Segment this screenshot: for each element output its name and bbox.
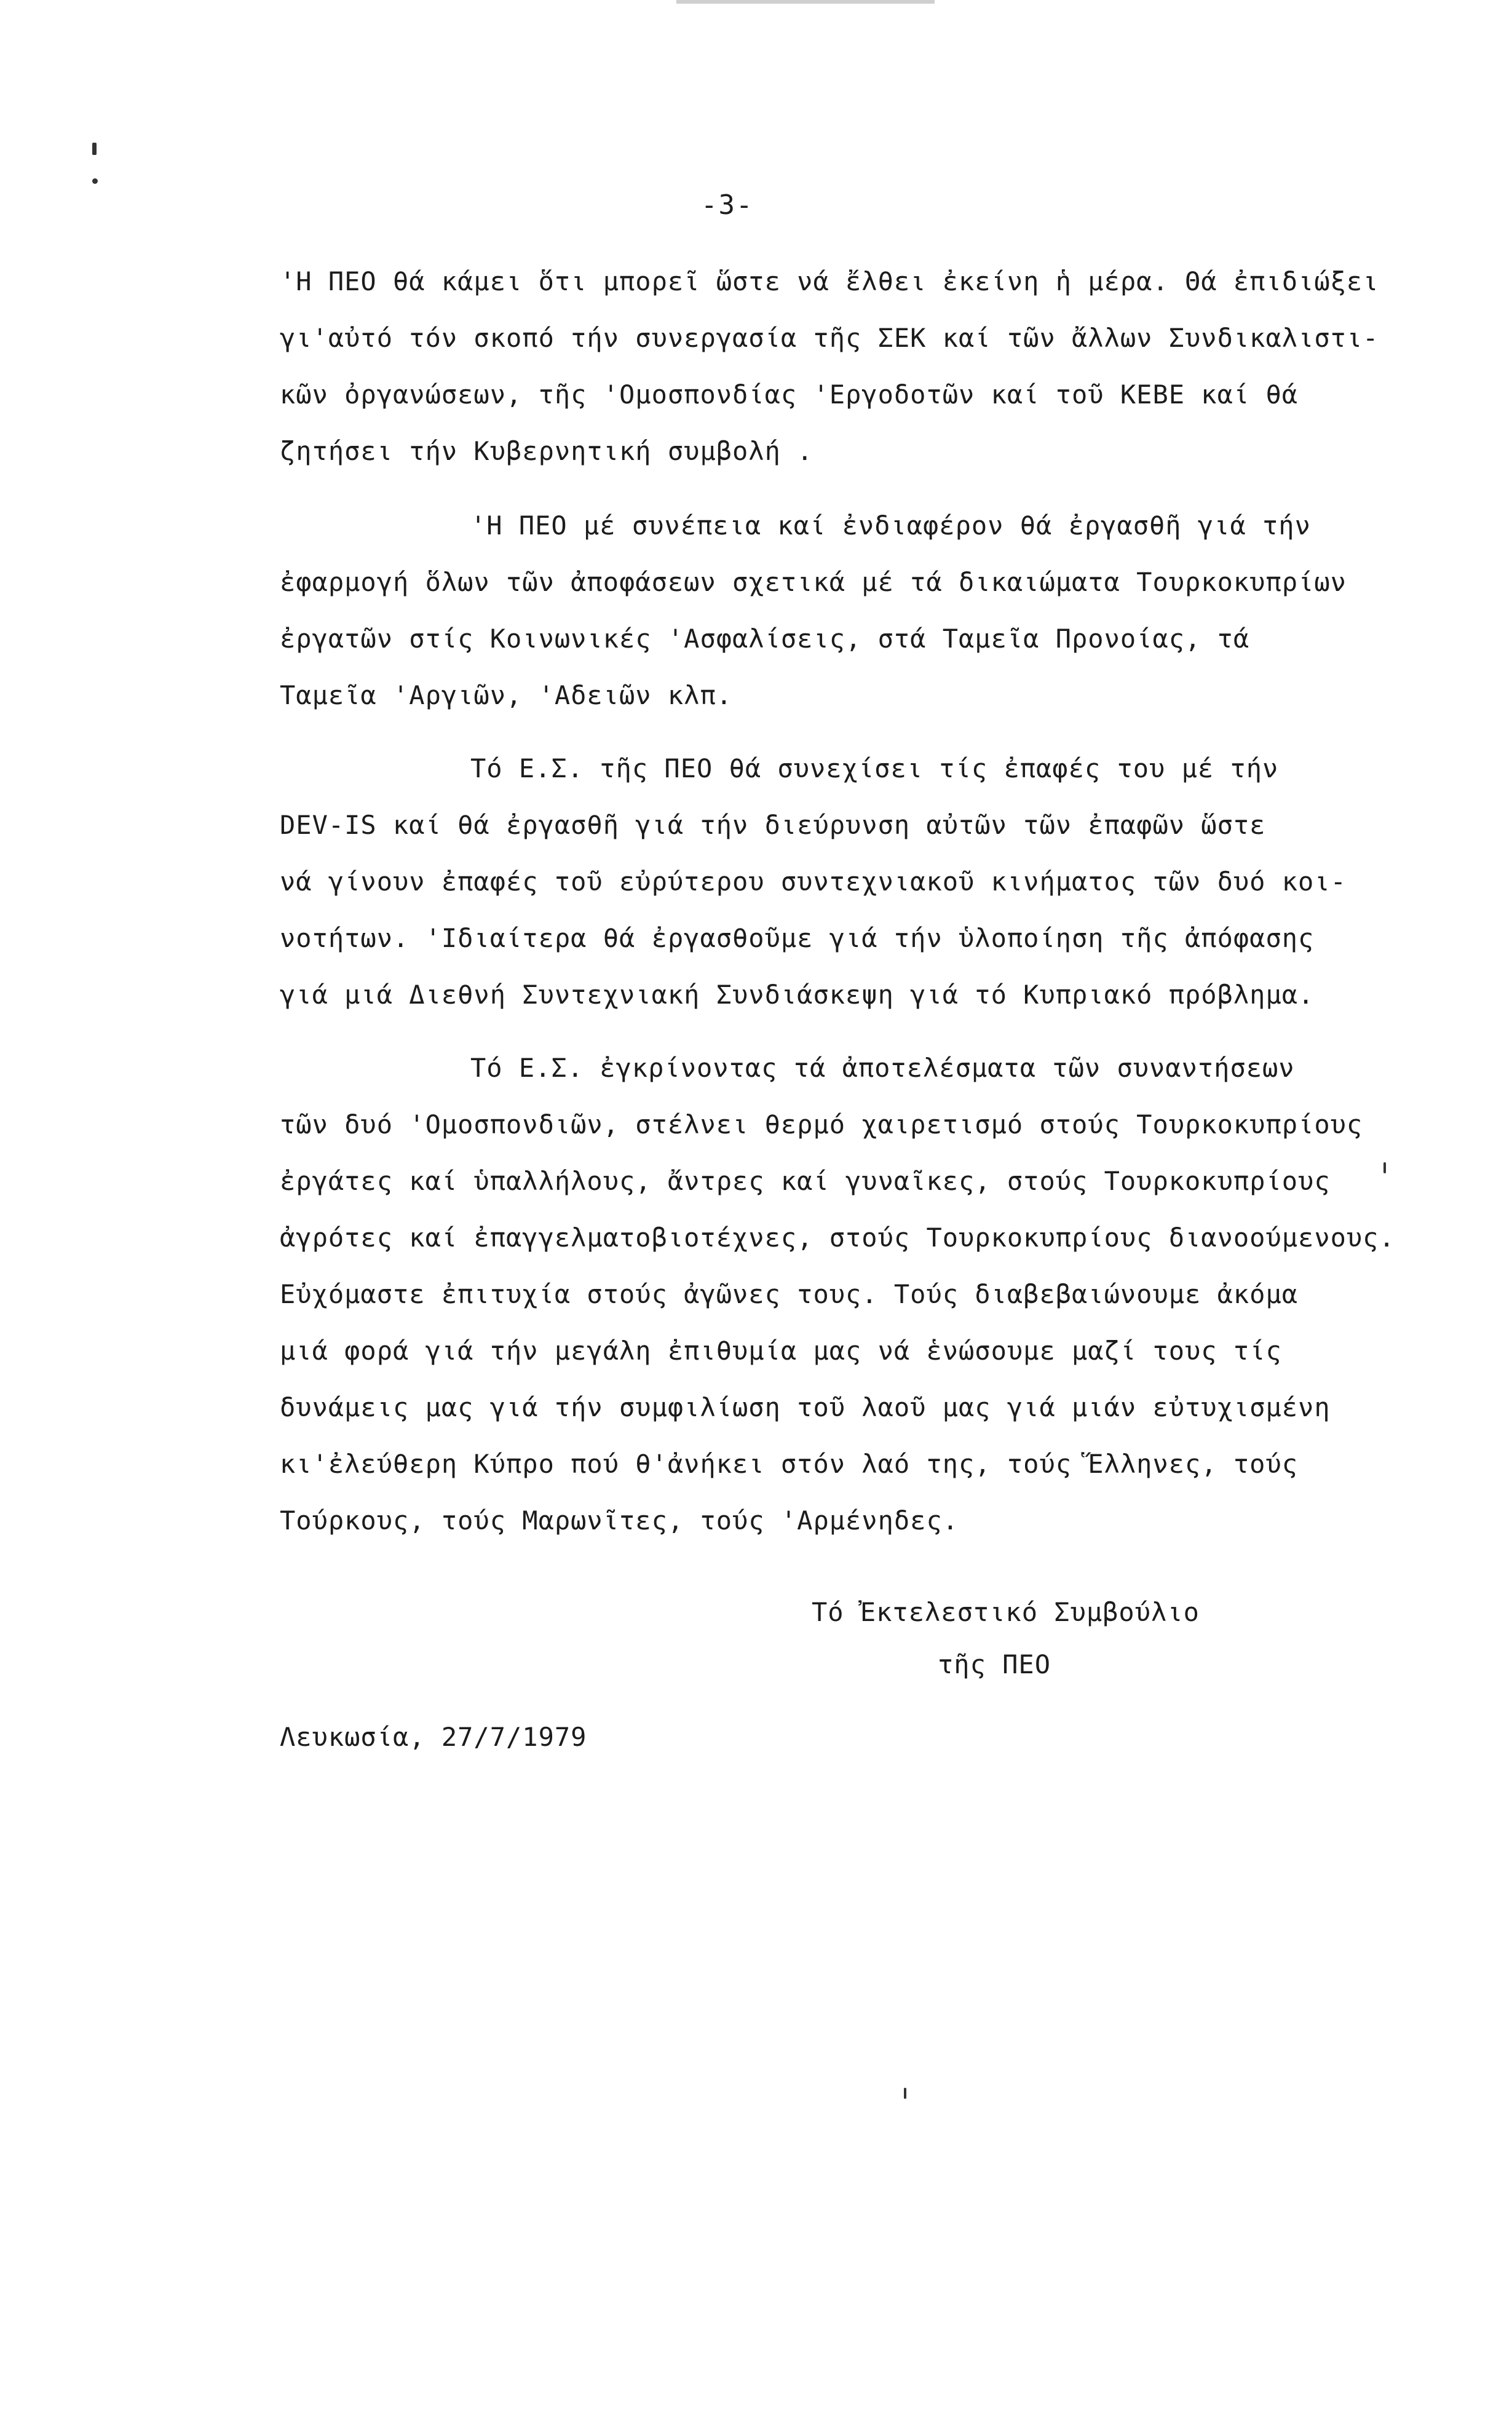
body-line: νοτήτων. 'Ιδιαίτερα θά ἐργασθοῦμε γιά τήν ὑλοποίηση τῆς ἀπόφασης — [280, 923, 1315, 953]
signature-line: Τό Ἐκτελεστικό Συμβούλιο — [812, 1597, 1200, 1627]
scan-speck — [92, 178, 98, 184]
body-line: Τό Ε.Σ. τῆς ΠΕΟ θά συνεχίσει τίς ἐπαφές του μέ τήν — [470, 753, 1279, 783]
body-line: ἐφαρμογή ὅλων τῶν ἀποφάσεων σχετικά μέ τά δικαιώματα Τουρκοκυπρίων — [280, 567, 1347, 597]
body-line: γιά μιά Διεθνή Συντεχνιακή Συνδιάσκεψη γιά τό Κυπριακό πρόβλημα. — [280, 980, 1315, 1010]
body-line: 'Η ΠΕΟ μέ συνέπεια καί ἐνδιαφέρον θά ἐργασθῆ γιά τήν — [470, 510, 1311, 541]
body-line: τῶν δυό 'Ομοσπονδιῶν, στέλνει θερμό χαιρετισμό στούς Τουρκοκυπρίους — [280, 1109, 1363, 1140]
body-line: γι'αὐτό τόν σκοπό τήν συνεργασία τῆς ΣΕΚ καί τῶν ἄλλων Συνδικαλιστι- — [280, 323, 1379, 353]
body-line: Τούρκους, τούς Μαρωνῖτες, τούς 'Αρμένηδες. — [280, 1505, 959, 1536]
body-line: ἐργατῶν στίς Κοινωνικές 'Ασφαλίσεις, στά Ταμεῖα Προνοίας, τά — [280, 624, 1250, 654]
body-line: Τό Ε.Σ. ἐγκρίνοντας τά ἀποτελέσματα τῶν συναντήσεων — [470, 1053, 1295, 1083]
body-line: 'Η ΠΕΟ θά κάμει ὅτι μπορεῖ ὥστε νά ἔλθει ἐκείνη ἡ μέρα. Θά ἐπιδιώξει — [280, 266, 1379, 296]
body-line: Ταμεῖα 'Αργιῶν, 'Αδειῶν κλπ. — [280, 680, 733, 710]
body-line: Εὐχόμαστε ἐπιτυχία στούς ἀγῶνες τους. Τούς διαβεβαιώνουμε ἀκόμα — [280, 1279, 1299, 1309]
signature-line: τῆς ΠΕΟ — [938, 1649, 1051, 1679]
document-date: Λευκωσία, 27/7/1979 — [280, 1722, 587, 1752]
body-line: κι'ἐλεύθερη Κύπρο πού θ'ἀνήκει στόν λαό της, τούς Ἕλληνες, τούς — [280, 1449, 1299, 1479]
scan-speck — [92, 143, 97, 155]
scan-speck — [904, 2088, 906, 2099]
body-line: δυνάμεις μας γιά τήν συμφιλίωση τοῦ λαοῦ μας γιά μιάν εὐτυχισμένη — [280, 1392, 1331, 1422]
body-line: μιά φορά γιά τήν μεγάλη ἐπιθυμία μας νά ἑνώσουμε μαζί τους τίς — [280, 1336, 1282, 1366]
body-line: ἀγρότες καί ἐπαγγελματοβιοτέχνες, στούς Τουρκοκυπρίους διανοούμενους. — [280, 1223, 1395, 1253]
body-line: ἐργάτες καί ὑπαλλήλους, ἄντρες καί γυναῖκες, στούς Τουρκοκυπρίους — [280, 1166, 1331, 1196]
page-number: -3- — [701, 189, 754, 221]
scan-speck — [1383, 1162, 1386, 1173]
body-line: DEV-IS καί θά ἐργασθῆ γιά τήν διεύρυνση αὐτῶν τῶν ἐπαφῶν ὥστε — [280, 810, 1266, 840]
body-line: ζητήσει τήν Κυβερνητική συμβολή . — [280, 436, 813, 466]
body-line: νά γίνουν ἐπαφές τοῦ εὐρύτερου συντεχνιακοῦ κινήματος τῶν δυό κοι- — [280, 866, 1347, 897]
scan-edge-mark — [676, 0, 935, 4]
body-line: κῶν ὀργανώσεων, τῆς 'Ομοσπονδίας 'Εργοδοτῶν καί τοῦ ΚΕΒΕ καί θά — [280, 379, 1299, 410]
